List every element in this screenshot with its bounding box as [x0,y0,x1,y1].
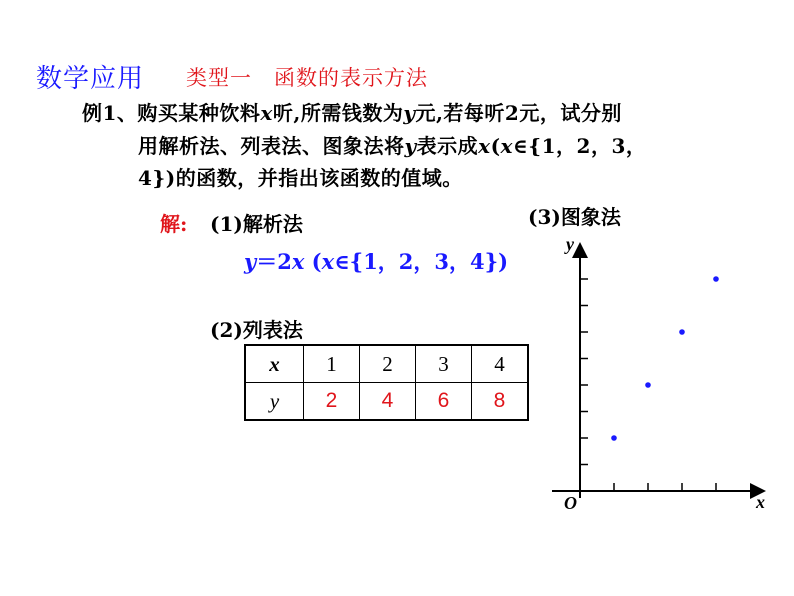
analytic-formula [244,246,508,276]
problem-text: 表示成 [416,134,479,158]
var-x: x [500,134,513,158]
problem-text: 元,若每听2元，试分别 [415,101,622,125]
formula-paren: ( [304,249,322,274]
problem-line-3: 4})的函数，并指出该函数的值域。 [138,166,463,190]
var-x: x [260,101,273,125]
var-x: x [478,134,491,158]
type-title: 类型一 函数的表示方法 [186,66,428,90]
var-y: y [403,101,416,125]
data-point [713,276,719,282]
table-cell-y: 8 [472,383,529,421]
var-y: y [404,134,417,158]
table-header-x: x [245,345,304,383]
formula-x2: x [321,249,335,274]
table-cell-y: 4 [360,383,416,421]
problem-text: 用解析法、列表法、图象法将 [138,134,405,158]
part3-label: (3)图象法 [528,205,621,229]
data-point [645,382,651,388]
table-cell-x: 2 [360,345,416,383]
data-point [679,329,685,335]
problem-text: ∈{1，2，3， [512,134,647,158]
formula-set: ∈{1，2，3，4}) [334,249,509,274]
table-cell-x: 4 [472,345,529,383]
problem-line-1 [82,97,622,126]
table-row-y [245,383,528,421]
problem-text: 例1、购买某种饮料 [82,101,261,125]
table-cell-x: 3 [416,345,472,383]
formula-eq: ＝2 [256,249,292,274]
formula-y: y [244,249,257,274]
problem-text: 听,所需钱数为 [272,101,404,125]
table-header-y: y [245,383,304,421]
data-points [611,276,719,441]
table-cell-y: 6 [416,383,472,421]
problem-text: ( [490,134,501,158]
value-table [244,344,529,421]
x-axis-label: x [756,492,765,512]
section-title: 数学应用 [36,64,145,94]
table-cell-y: 2 [304,383,360,421]
y-axis-label: y [566,236,574,254]
part1-label: (1)解析法 [210,212,303,236]
function-graph [540,236,780,526]
origin-label: O [564,493,577,513]
table-row-x [245,345,528,383]
formula-x: x [291,249,305,274]
part2-label: (2)列表法 [210,318,303,342]
problem-line-2 [138,130,646,159]
data-point [611,435,617,441]
solution-label: 解: [160,212,188,236]
table-cell-x: 1 [304,345,360,383]
